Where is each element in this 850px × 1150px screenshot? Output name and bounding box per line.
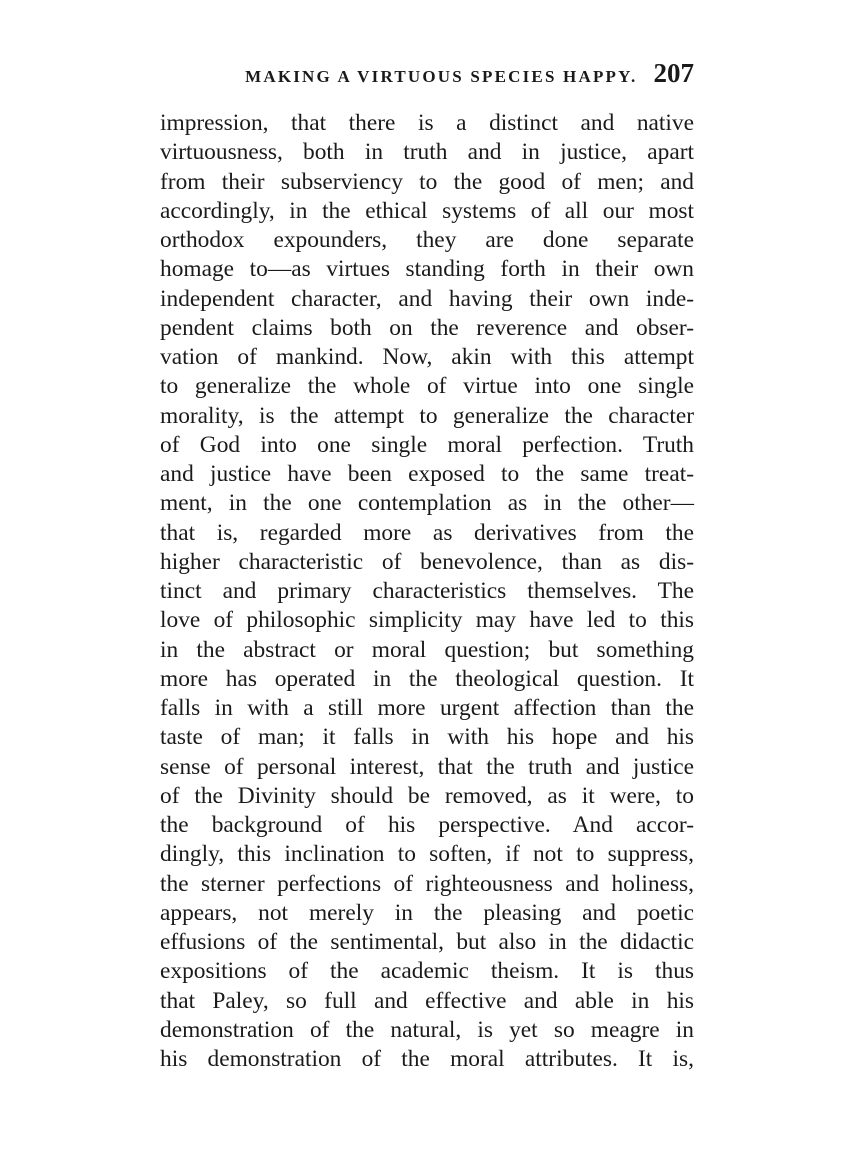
text-line: impression, that there is a distinct and native [160,110,694,136]
text-line: appears, not merely in the pleasing and poetic [160,899,694,926]
page-number: 207 [653,58,694,88]
text-line: taste of man; it falls in with his hope and his [160,724,694,751]
running-head [160,58,694,98]
text-line: pendent claims both on the reverence and obser- [160,314,694,341]
text-line: and justice have been exposed to the same treat- [160,461,694,487]
text-line: expositions of the academic theism. It is thus [160,958,694,985]
text-line: of the Divinity should be removed, as it were, to [160,782,694,809]
text-line: in the abstract or moral question; but something [160,636,694,663]
text-line: morality, is the attempt to generalize the character [160,402,694,429]
text-line: love of philosophic simplicity may have led to this [160,607,694,634]
text-line: dingly, this inclination to soften, if not to suppress, [160,841,694,868]
text-line: tinct and primary characteristics themselves. The [160,578,694,604]
text-line: the sterner perfections of righteousness and holiness, [160,870,694,897]
text-line: sense of personal interest, that the truth and justice [160,753,694,780]
text-line: vation of mankind. Now, akin with this attempt [160,344,694,370]
text-line: demonstration of the natural, is yet so meagre in [160,1016,694,1043]
text-line: the background of his perspective. And accor- [160,812,694,838]
text-line: his demonstration of the moral attributes. It is, [160,1046,694,1072]
text-line: virtuousness, both in truth and in justice, apart [160,139,694,166]
running-title: MAKING A VIRTUOUS SPECIES HAPPY. [245,67,638,86]
text-line: ment, in the one contemplation as in the other— [160,490,694,517]
text-line: that Paley, so full and effective and able in his [160,987,694,1014]
text-line: more has operated in the theological question. It [160,665,694,692]
text-line: independent character, and having their own inde- [160,285,694,312]
text-line: to generalize the whole of virtue into one single [160,373,694,400]
text-line: accordingly, in the ethical systems of all our most [160,197,694,224]
text-line: that is, regarded more as derivatives from the [160,519,694,546]
text-line: of God into one single moral perfection. Truth [160,431,694,458]
text-line: from their subserviency to the good of men; and [160,168,694,195]
text-line: falls in with a still more urgent affection than the [160,695,694,721]
text-line: higher characteristic of benevolence, than as dis- [160,548,694,575]
text-line: orthodox expounders, they are done separate [160,227,694,253]
text-line: effusions of the sentimental, but also in the didactic [160,929,694,955]
text-line: homage to—as virtues standing forth in their own [160,256,694,283]
body-text [160,109,694,1074]
